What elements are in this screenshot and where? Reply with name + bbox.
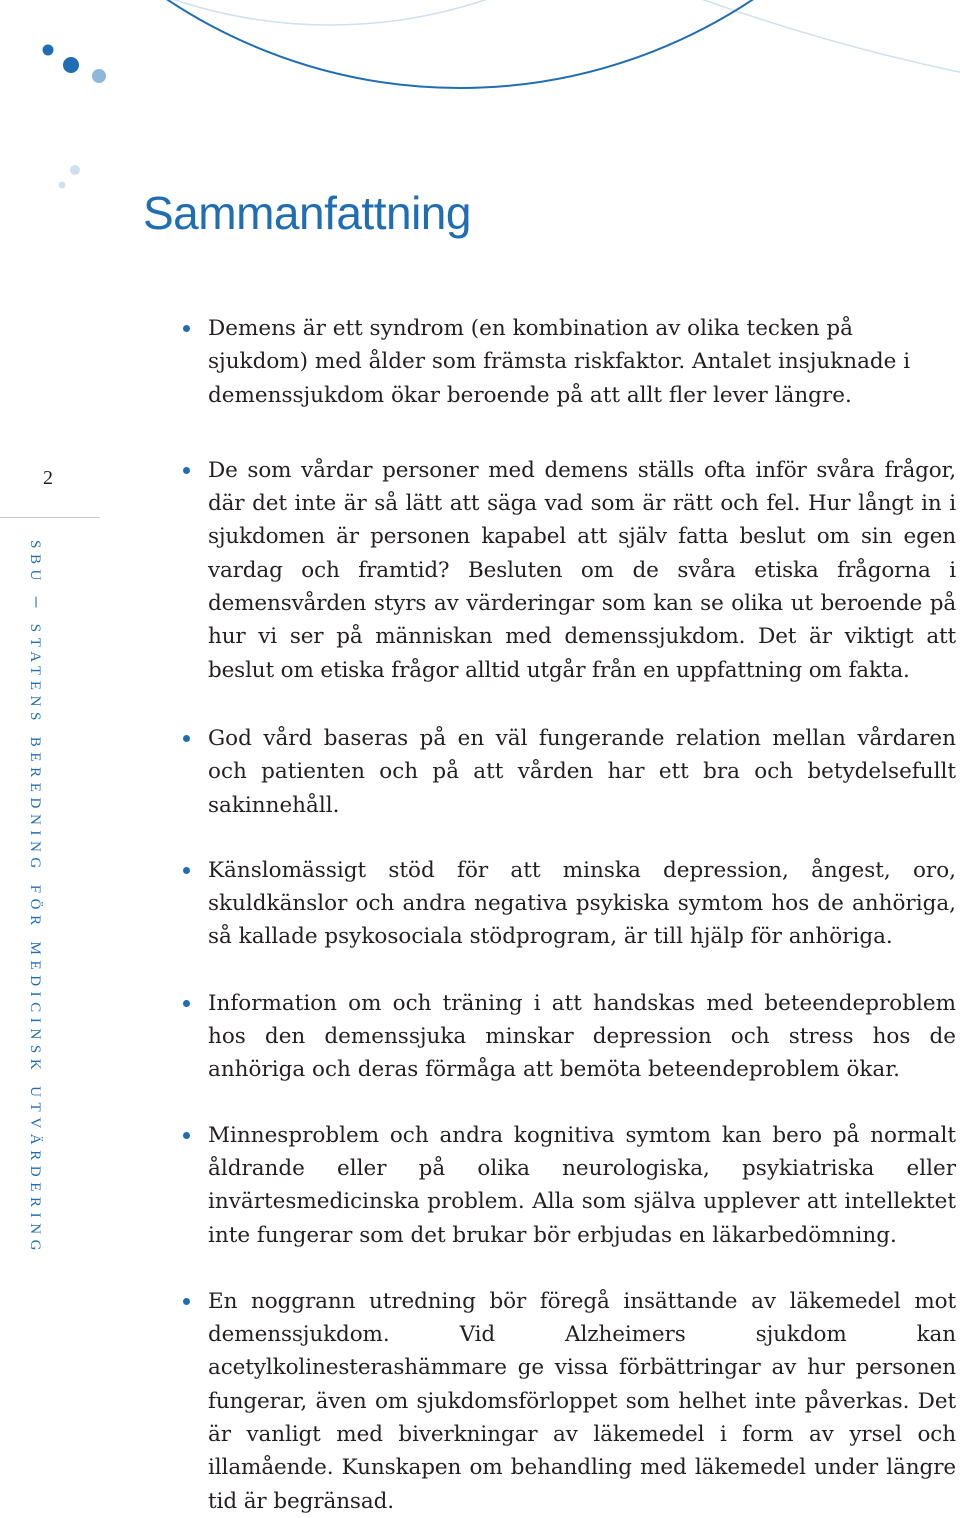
- bullet-dot-icon: [183, 1000, 190, 1007]
- margin-divider: [0, 517, 100, 518]
- bullet-item-memory-problems: [208, 1119, 956, 1252]
- bullet-item-medication: [208, 1285, 956, 1518]
- bullet-dot-icon: [183, 735, 190, 742]
- page-title: Sammanfattning: [143, 187, 471, 239]
- summary-bullet-list: [208, 312, 956, 1518]
- bullet-item-emotional-support: [208, 854, 956, 954]
- bullet-text: En noggrann utredning bör föregå insättande av läkemedel mot demenssjukdom. Vid Alzheimers sjukdom kan acetylkolinesterashämmare ge vissa förbättringar av hur personen fungerar, även om sjukdomsförloppet som helhet inte påverkas. Det är vanligt med biverkningar av läkemedel i form av yrsel och illamående. Kunskapen om behandling med läkemedel under längre tid är begränsad.: [208, 1288, 956, 1514]
- bullet-item-behaviour-training: [208, 987, 956, 1087]
- bullet-dot-icon: [183, 325, 190, 332]
- bullet-dot-icon: [183, 867, 190, 874]
- running-footer-vertical: sbu – statens beredning för medicinsk utvärdering: [26, 540, 50, 1257]
- bullet-text: Känslomässigt stöd för att minska depression, ångest, oro, skuldkänslor och andra negativa psykiska symtom hos de anhöriga, så kallade psykosociala stödprogram, är till hjälp för anhöriga.: [208, 857, 956, 950]
- bullet-item-ethical-questions: [208, 454, 956, 687]
- bullet-text: God vård baseras på en väl fungerande relation mellan vårdaren och patienten och på att vården har ett bra och betydelsefullt sakinnehåll.: [208, 725, 956, 818]
- decorative-arcs-graphic: [0, 0, 960, 200]
- bullet-dot-icon: [183, 1298, 190, 1305]
- bullet-text: De som vårdar personer med demens ställs ofta inför svåra frågor, där det inte är så lätt att säga vad som är rätt och fel. Hur långt in i sjukdomen är personen kapabel att själv fatta beslut om sin egen vardag och framtid? Besluten om de svåra etiska frågorna i demensvården styrs av värderingar som kan se olika ut beroende på hur vi ser på människan med demenssjukdom. Det är viktigt att beslut om etiska frågor alltid utgår från en uppfattning om fakta.: [208, 457, 956, 683]
- bullet-item-dementia-syndrome: [208, 312, 956, 412]
- bullet-dot-icon: [183, 467, 190, 474]
- bullet-item-good-care: [208, 722, 956, 822]
- bullet-text: Demens är ett syndrom (en kombination av olika tecken på sjukdom) med ålder som främsta riskfaktor. Antalet insjuknade i demenssjukdom ökar beroende på att allt fler lever längre.: [208, 316, 911, 408]
- bullet-text: Information om och träning i att handskas med beteendeproblem hos den demenssjuka minskar depression och stress hos de anhöriga och deras förmåga att bemöta beteendeproblem ökar.: [208, 990, 956, 1083]
- page-number: 2: [43, 467, 53, 489]
- bullet-dot-icon: [183, 1132, 190, 1139]
- bullet-text: Minnesproblem och andra kognitiva symtom kan bero på normalt åldrande eller på olika neurologiska, psykiatriska eller invärtesmedicinska problem. Alla som själva upplever att intellektet inte fungerar som det brukar bör erbjudas en läkarbedömning.: [208, 1122, 956, 1248]
